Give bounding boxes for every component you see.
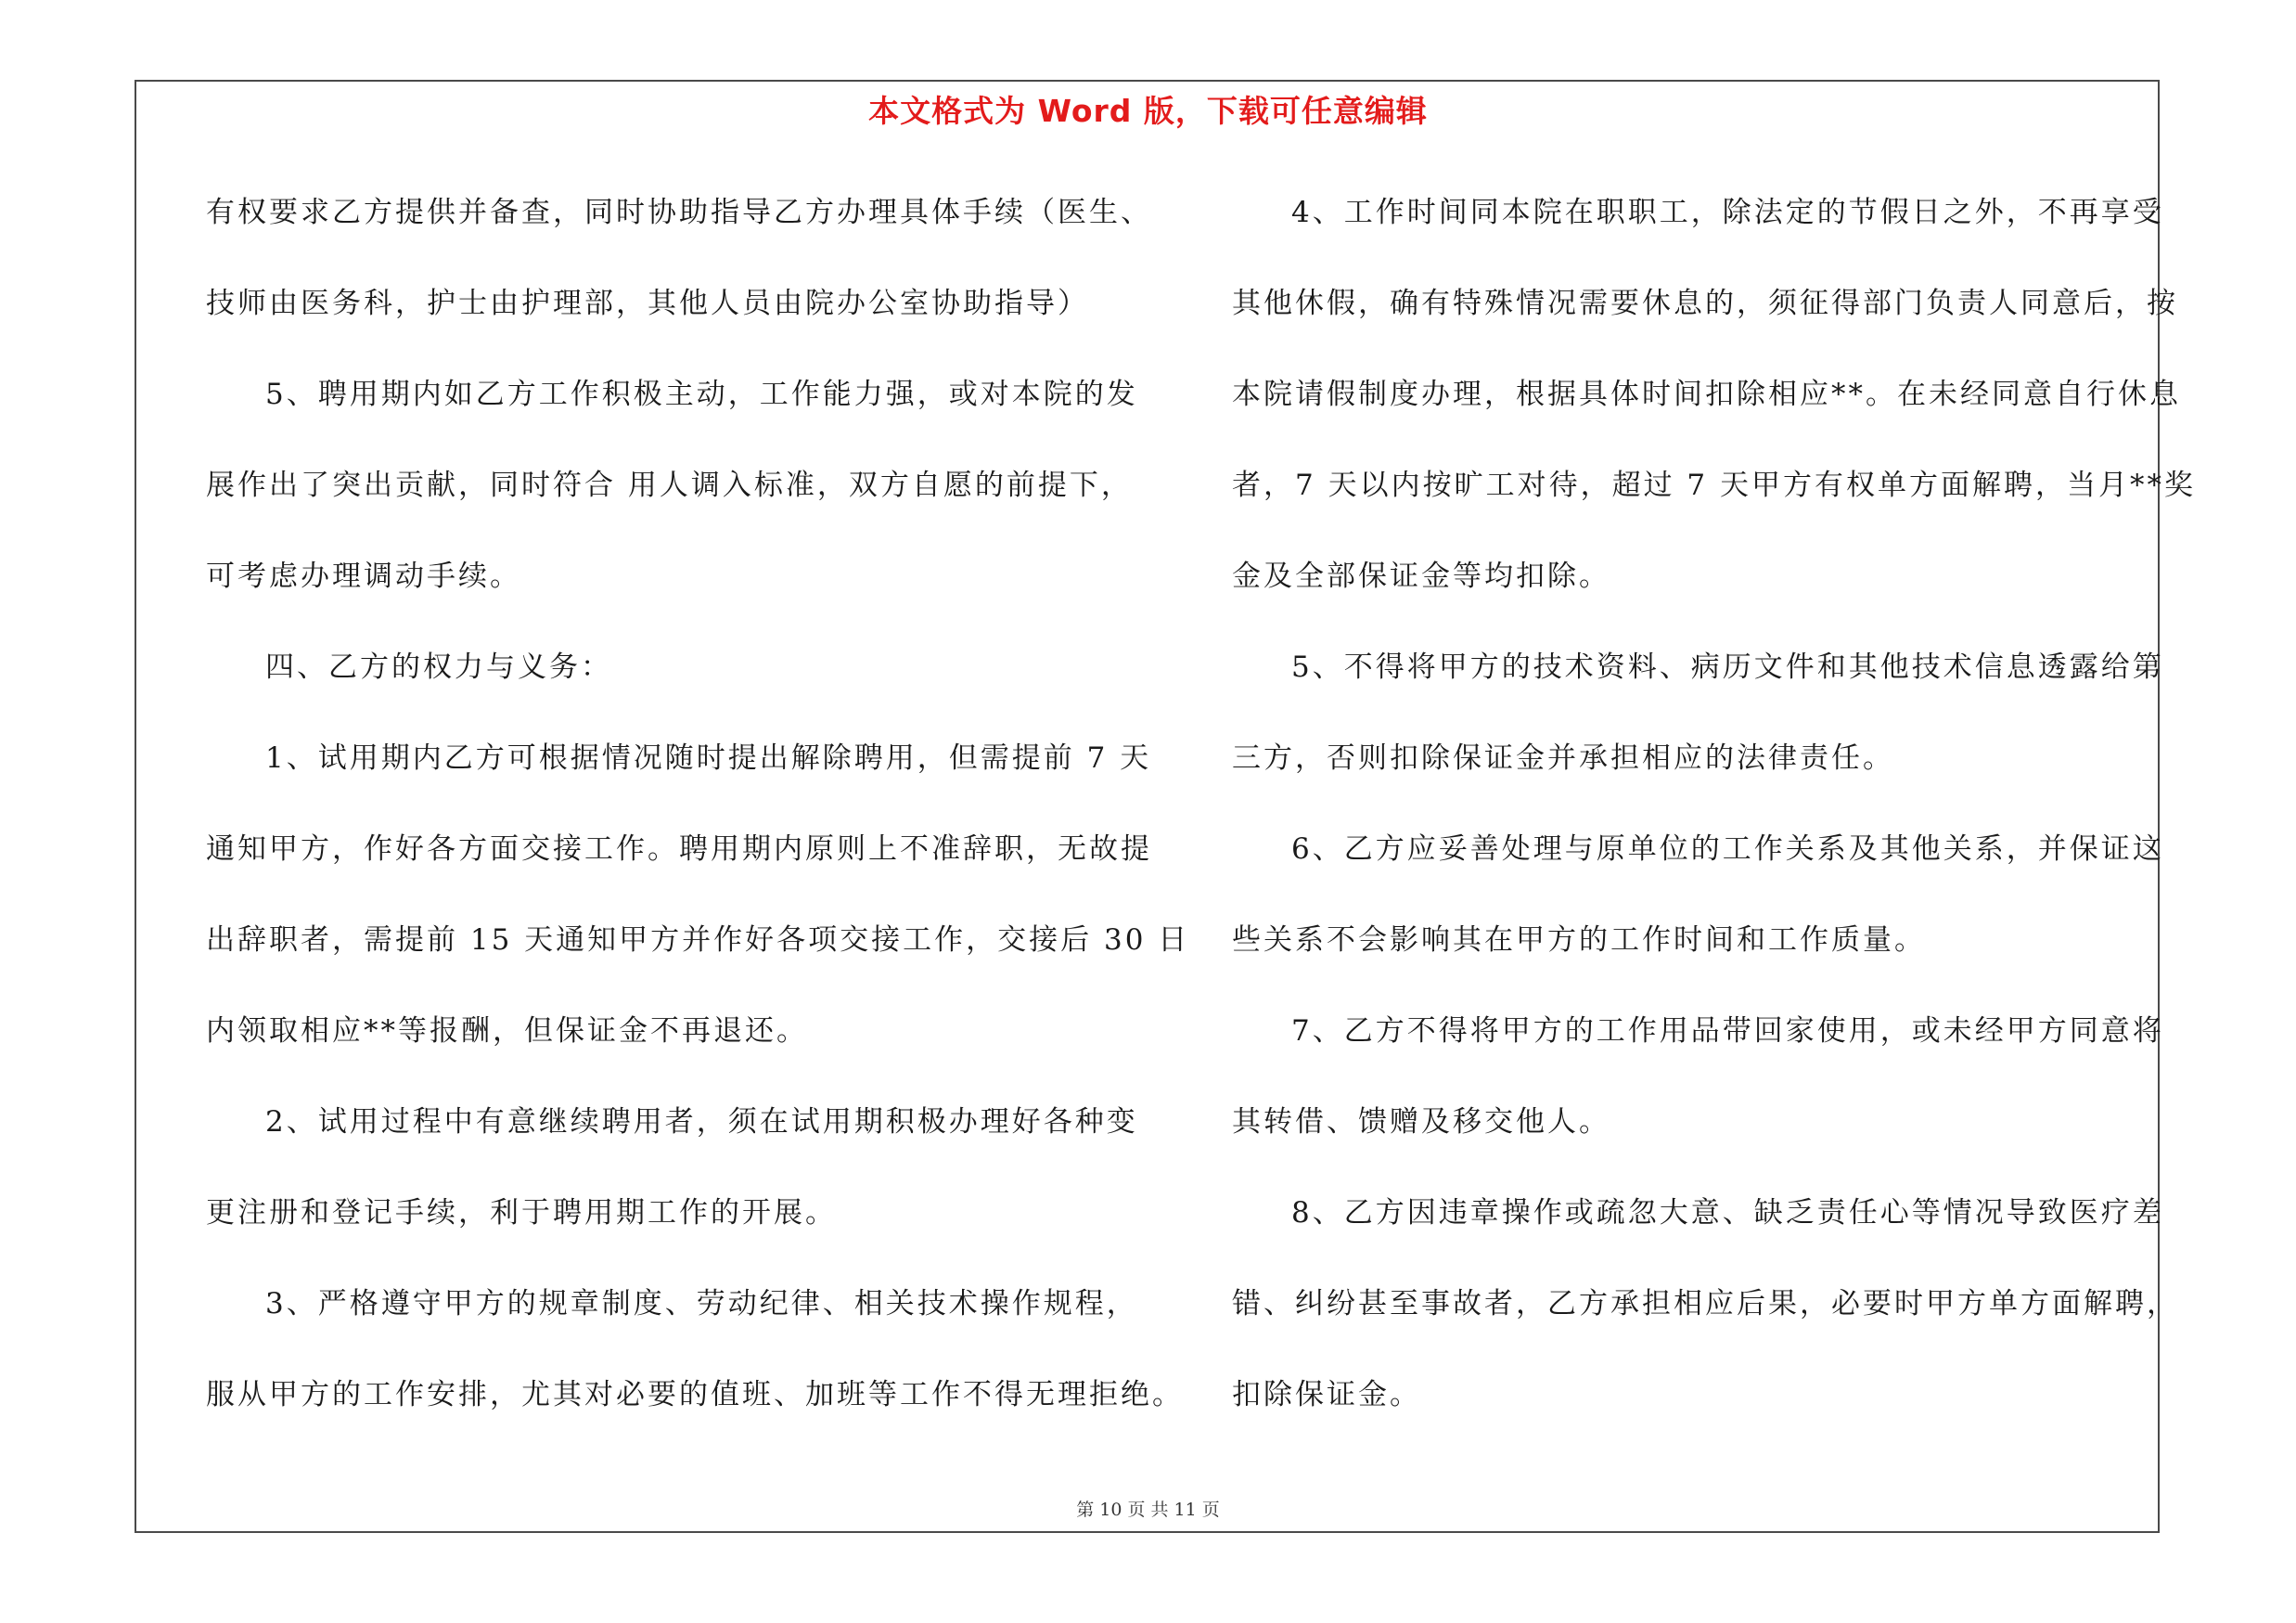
text-line: 3、严格遵守甲方的规章制度、劳动纪律、相关技术操作规程， <box>265 1287 1138 1320</box>
right-column <box>1232 185 2197 1458</box>
text-line: 6、乙方应妥善处理与原单位的工作关系及其他关系，并保证这 <box>1291 832 2164 866</box>
text-line: 服从甲方的工作安排，尤其对必要的值班、加班等工作不得无理拒绝。 <box>206 1378 1184 1411</box>
text-line: 4、工作时间同本院在职职工，除法定的节假日之外，不再享受 <box>1291 196 2164 229</box>
text-line: 通知甲方，作好各方面交接工作。聘用期内原则上不准辞职，无故提 <box>206 832 1152 866</box>
left-column <box>206 185 1190 1458</box>
section-heading: 四、乙方的权力与义务： <box>265 650 612 684</box>
text-line: 8、乙方因违章操作或疏忽大意、缺乏责任心等情况导致医疗差 <box>1291 1196 2164 1230</box>
text-line: 错、纠纷甚至事故者，乙方承担相应后果，必要时甲方单方面解聘， <box>1232 1287 2178 1320</box>
text-line: 本院请假制度办理，根据具体时间扣除相应**。在未经同意自行休息 <box>1232 378 2181 411</box>
text-line: 有权要求乙方提供并备查，同时协助指导乙方办理具体手续（医生、 <box>206 196 1152 229</box>
text-line: 展作出了突出贡献，同时符合 用人调入标准，双方自愿的前提下， <box>206 469 1133 502</box>
text-line: 可考虑办理调动手续。 <box>206 560 521 593</box>
page-number-footer: 第 10 页 共 11 页 <box>1076 1500 1220 1520</box>
text-line: 5、不得将甲方的技术资料、病历文件和其他技术信息透露给第 <box>1291 650 2164 684</box>
text-line: 者，7 天以内按旷工对待，超过 7 天甲方有权单方面解聘，当月**奖 <box>1232 469 2197 502</box>
text-line: 更注册和登记手续，利于聘用期工作的开展。 <box>206 1196 837 1230</box>
text-line: 金及全部保证金等均扣除。 <box>1232 560 1610 593</box>
text-line: 些关系不会影响其在甲方的工作时间和工作质量。 <box>1232 923 1926 957</box>
text-line: 其他休假，确有特殊情况需要休息的，须征得部门负责人同意后，按 <box>1232 287 2178 320</box>
text-line: 技师由医务科，护士由护理部，其他人员由院办公室协助指导） <box>206 287 1089 320</box>
text-line: 三方，否则扣除保证金并承担相应的法律责任。 <box>1232 741 1894 775</box>
text-line: 7、乙方不得将甲方的工作用品带回家使用，或未经甲方同意将 <box>1291 1014 2164 1048</box>
word-format-banner: 本文格式为 Word 版，下载可任意编辑 <box>868 93 1428 129</box>
text-line: 扣除保证金。 <box>1232 1378 1421 1411</box>
text-line: 出辞职者，需提前 15 天通知甲方并作好各项交接工作，交接后 30 日 <box>206 923 1190 957</box>
text-line: 其转借、馈赠及移交他人。 <box>1232 1105 1610 1139</box>
text-line: 2、试用过程中有意继续聘用者，须在试用期积极办理好各种变 <box>265 1105 1138 1139</box>
text-line: 1、试用期内乙方可根据情况随时提出解除聘用，但需提前 7 天 <box>265 741 1152 775</box>
text-line: 5、聘用期内如乙方工作积极主动，工作能力强，或对本院的发 <box>265 378 1138 411</box>
text-line: 内领取相应**等报酬，但保证金不再退还。 <box>206 1014 808 1048</box>
